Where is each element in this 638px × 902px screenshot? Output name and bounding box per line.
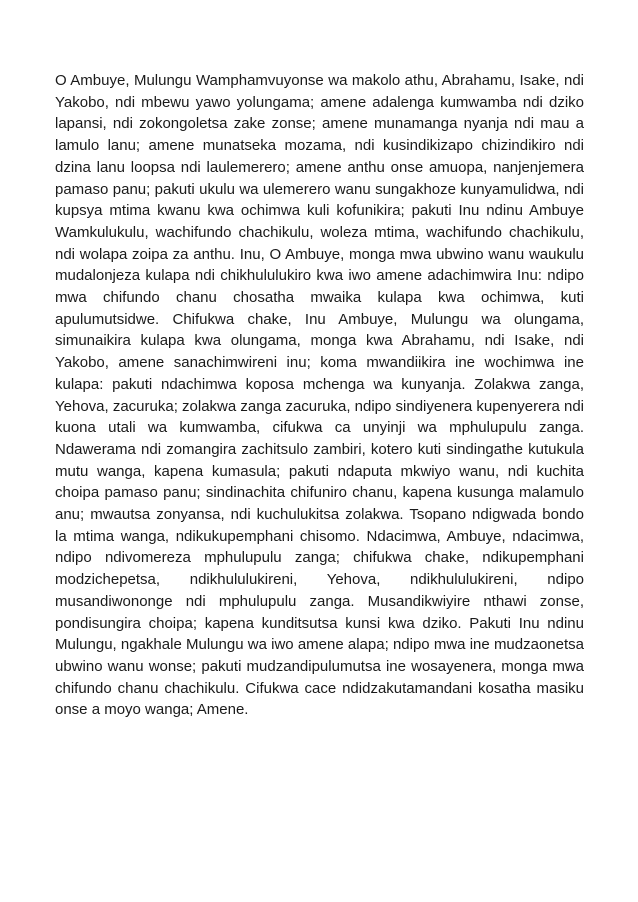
body-paragraph: O Ambuye, Mulungu Wamphamvuyonse wa makolo athu, Abrahamu, Isake, ndi Yakobo, ndi mbewu yawo yolungama; amene adalenga kumwamba ndi dziko lapansi, ndi zokongoletsa zake zonse; amene munamanga nyanja ndi mau a lamulo lanu; amene munatseka mozama, ndi kusindikizapo chizindikiro ndi dzina lanu loopsa ndi laulemerero; amene anthu onse amuopa, nanjenjemera pamaso panu; pakuti ukulu wa ulemerero wanu sungakhoze kunyamulidwa, ndi kupsya mtima kwanu kwa ochimwa kuli kofunikira; pakuti Inu ndinu Ambuye Wamkulukulu, wachifundo chachikulu, woleza mtima, wachifundo chachikulu, ndi wolapa zoipa za anthu. Inu, O Ambuye, monga mwa ubwino wanu waukulu mudalonjeza kulapa ndi chikhululukiro kwa iwo amene adachimwira Inu: ndipo mwa chifundo chanu chosatha mwaika kulapa kwa ochimwa, kuti apulumutsidwe. Chifukwa chake, Inu Ambuye, Mulungu wa olungama, simunaikira kulapa kwa olungama, monga kwa Abrahamu, ndi Isake, ndi Yakobo, amene sanachimwireni inu; koma mwandiikira ine wochimwa ine kulapa: pakuti ndachimwa koposa mchenga wa kunyanja. Zolakwa zanga, Yehova, zacuruka; zolakwa zanga zacuruka, ndipo sindiyenera kupenyerera ndi kuona utali wa kumwamba, cifukwa ca unyinji wa mphulupulu zanga. Ndawerama ndi zomangira zachitsulo zambiri, kotero kuti sindingathe kutukula mutu wanga, kapena kumasula; pakuti ndaputa mkwiyo wanu, ndi kuchita choipa pamaso panu; sindinachita chifuniro chanu, kapena kusunga malamulo anu; mwautsa zonyansa, ndi kuchulukitsa zolakwa. Tsopano ndigwada bondo la mtima wanga, ndikukupemphani chisomo. Ndacimwa, Ambuye, ndacimwa, ndipo ndivomereza mphulupulu zanga; chifukwa chake, ndikupemphani modzichepetsa, ndikhululukireni, Yehova, ndikhululukireni, ndipo musandiwononge ndi mphulupulu zanga. Musandikwiyire nthawi zonse, pondisungira choipa; kapena kunditsutsa kunsi kwa dziko. Pakuti Inu ndinu Mulungu, ngakhale Mulungu wa iwo amene alapa; ndipo mwa ine mudzaonetsa ubwino wanu wonse; pakuti mudzandipulumutsa ine wosayenera, monga mwa chifundo chanu chachikulu. Cifukwa cace ndidzakutamandani kosatha masiku onse a moyo wanga; Amene. bbox=[55, 72, 584, 719]
